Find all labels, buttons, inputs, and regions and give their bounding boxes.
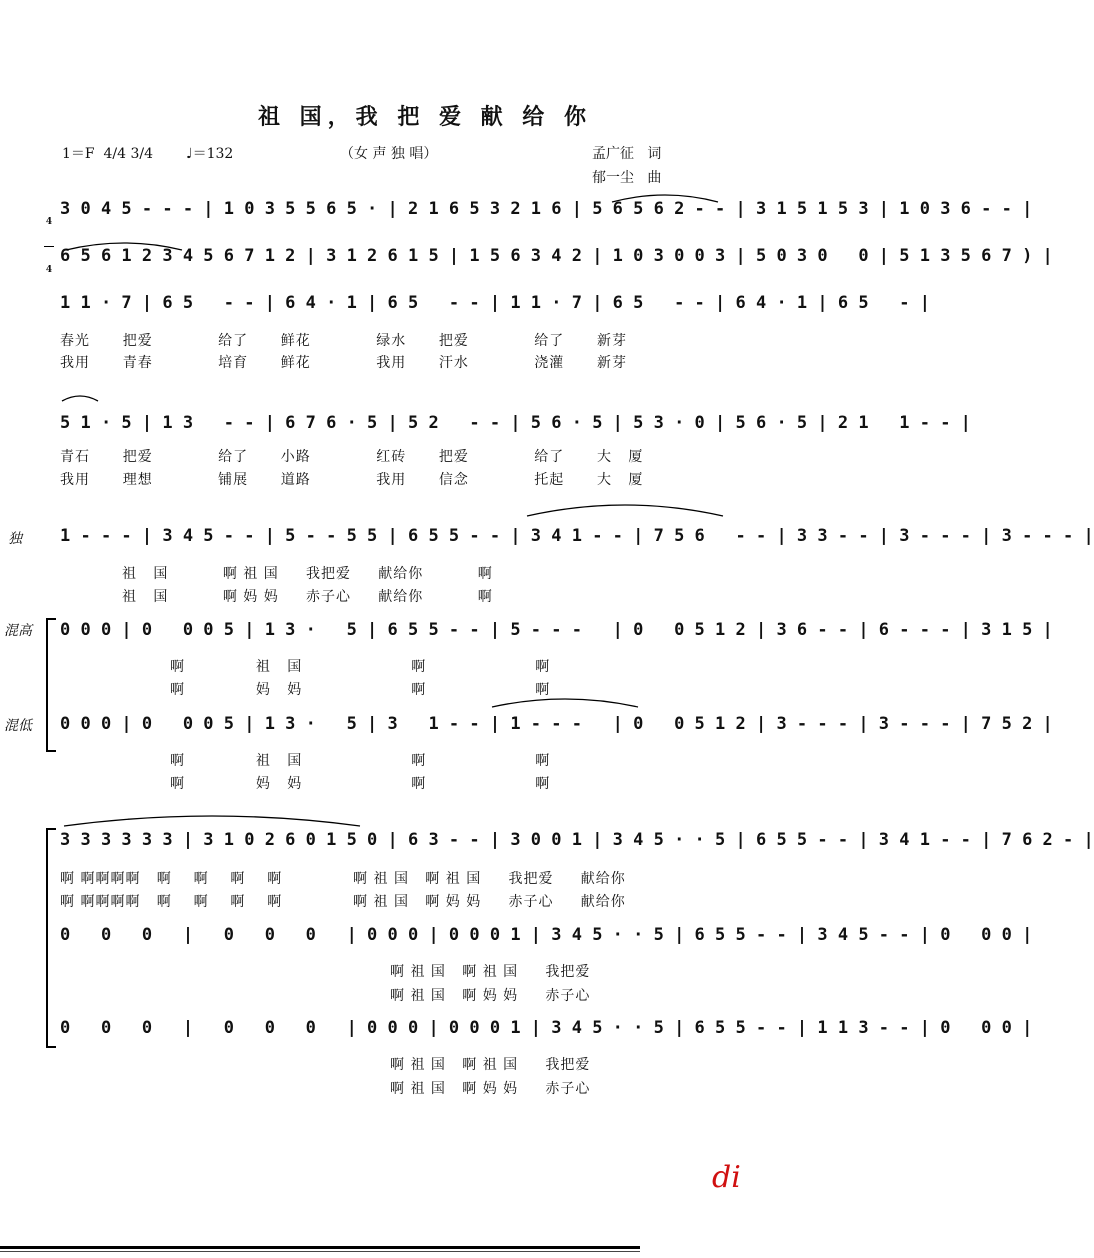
- part-label-low: 混低: [4, 718, 32, 734]
- verse1-lyrics-b: 青石 把爱 给了 小路 红砖 把爱 给了 大 厦: [60, 449, 644, 465]
- notation-line-3: 1 1 · 7 | 6 5 - - | 6 4 · 1 | 6 5 - - | 1 1 · 7 | 6 5 - - | 6 4 · 1 | 6 5 - |: [60, 293, 930, 313]
- verse1-lyrics-a: 春光 把爱 给了 鲜花 绿水 把爱 给了 新芽: [60, 333, 628, 349]
- chorus1-low-lyrics-b: 啊 妈 妈 啊 啊: [170, 776, 551, 792]
- chorus1-solo-notation: 1 - - - | 3 4 5 - - | 5 - - 5 5 | 6 5 5 - - | 3 4 1 - - | 7 5 6 - - | 3 3 - - | 3 - - - | 3 - - - |: [60, 526, 1094, 546]
- song-title: 祖 国，我 把 爱 献 给 你: [258, 104, 592, 130]
- slur-mark: [610, 192, 720, 204]
- chorus1-high-lyrics-b: 啊 妈 妈 啊 啊: [170, 682, 551, 698]
- chorus1-low-lyrics-a: 啊 祖 国 啊 啊: [170, 753, 551, 769]
- slur-mark: [64, 240, 184, 252]
- chorus2-high-lyrics-b: 啊 祖 国 啊 妈 妈 赤子心: [390, 988, 591, 1004]
- system2-bracket-top: [46, 828, 56, 930]
- chorus2-solo-lyrics-b: 啊 啊啊啊啊 啊 啊 啊 啊 啊 祖 国 啊 妈 妈 赤子心 献给你: [60, 894, 626, 910]
- system-bracket-top: [46, 618, 56, 648]
- part-label-high: 混高: [4, 623, 32, 639]
- chorus2-solo-notation: 3 3 3 3 3 3 | 3 1 0 2 6 0 1 5 0 | 6 3 - - | 3 0 0 1 | 3 4 5 · · 5 | 6 5 5 - - | 3 4 1 - - | 7 6 2 - |: [60, 830, 1094, 850]
- composer-credit: 郁一尘 曲: [592, 170, 662, 186]
- chorus1-solo-lyrics-a: 祖 国 啊 祖 国 我把爱 献给你 啊: [122, 566, 493, 582]
- chorus2-solo-lyrics-a: 啊 啊啊啊啊 啊 啊 啊 啊 啊 祖 国 啊 祖 国 我把爱 献给你: [60, 871, 626, 887]
- time-signature-numerator: 4: [45, 217, 53, 227]
- page-bottom-border: [0, 1246, 640, 1249]
- verse2-lyrics-a: 我用 青春 培育 鲜花 我用 汗水 浇灌 新芽: [60, 355, 628, 371]
- chorus2-low-notation: 0 0 0 | 0 0 0 | 0 0 0 | 0 0 0 1 | 3 4 5 · · 5 | 6 5 5 - - | 1 1 3 - - | 0 0 0 |: [60, 1018, 1033, 1038]
- slur-mark: [62, 812, 362, 828]
- part-label-solo: 独: [8, 531, 22, 547]
- chorus1-solo-lyrics-b: 祖 国 啊 妈 妈 赤子心 献给你 啊: [122, 589, 493, 605]
- lyricist-credit: 孟广征 词: [592, 146, 662, 162]
- chorus2-high-lyrics-a: 啊 祖 国 啊 祖 国 我把爱: [390, 964, 591, 980]
- system-bracket-bottom: [46, 706, 56, 752]
- tempo-marking: ♩＝132: [186, 146, 234, 162]
- page-bottom-border-thin: [0, 1251, 640, 1252]
- verse2-lyrics-b: 我用 理想 铺展 道路 我用 信念 托起 大 厦: [60, 472, 644, 488]
- notation-line-1: 3 0 4 5 - - - | 1 0 3 5 5 6 5 · | 2 1 6 5 3 2 1 6 | 5 6 5 6 2 - - | 3 1 5 1 5 3 | 1 0 3 6 - - |: [60, 199, 1033, 219]
- chorus1-high-lyrics-a: 啊 祖 国 啊 啊: [170, 659, 551, 675]
- chorus1-low-notation: 0 0 0 | 0 0 0 5 | 1 3 · 5 | 3 1 - - | 1 - - - | 0 0 5 1 2 | 3 - - - | 3 - - - | 7 5 2 |: [60, 714, 1053, 734]
- chorus2-low-lyrics-a: 啊 祖 国 啊 祖 国 我把爱: [390, 1057, 591, 1073]
- system-bracket-mid: [46, 646, 48, 706]
- slur-mark: [490, 695, 640, 709]
- slur-mark: [525, 500, 725, 518]
- handwritten-mark: di: [712, 1160, 741, 1195]
- notation-line-4: 5 1 · 5 | 1 3 - - | 6 7 6 · 5 | 5 2 - - | 5 6 · 5 | 5 3 · 0 | 5 6 · 5 | 2 1 1 - - |: [60, 413, 971, 433]
- chorus1-high-notation: 0 0 0 | 0 0 0 5 | 1 3 · 5 | 6 5 5 - - | 5 - - - | 0 0 5 1 2 | 3 6 - - | 6 - - - | 3 1 5 |: [60, 620, 1053, 640]
- slur-mark: [60, 393, 100, 403]
- chorus2-low-lyrics-b: 啊 祖 国 啊 妈 妈 赤子心: [390, 1081, 591, 1097]
- time-signature-denominator: 4: [45, 265, 53, 275]
- key-signature: 1＝F 4/4 3/4: [62, 146, 154, 162]
- notation-line-2: 6 5 6 1 2 3 4 5 6 7 1 2 | 3 1 2 6 1 5 | 1 5 6 3 4 2 | 1 0 3 0 0 3 | 5 0 3 0 0 | 5 1 3 5 6 7 ) |: [60, 246, 1053, 266]
- chorus2-high-notation: 0 0 0 | 0 0 0 | 0 0 0 | 0 0 0 1 | 3 4 5 · · 5 | 6 5 5 - - | 3 4 5 - - | 0 0 0 |: [60, 925, 1033, 945]
- time-signature: [44, 200, 54, 284]
- performance-subtitle: （女 声 独 唱）: [340, 146, 438, 162]
- system2-bracket-bottom: [46, 928, 56, 1048]
